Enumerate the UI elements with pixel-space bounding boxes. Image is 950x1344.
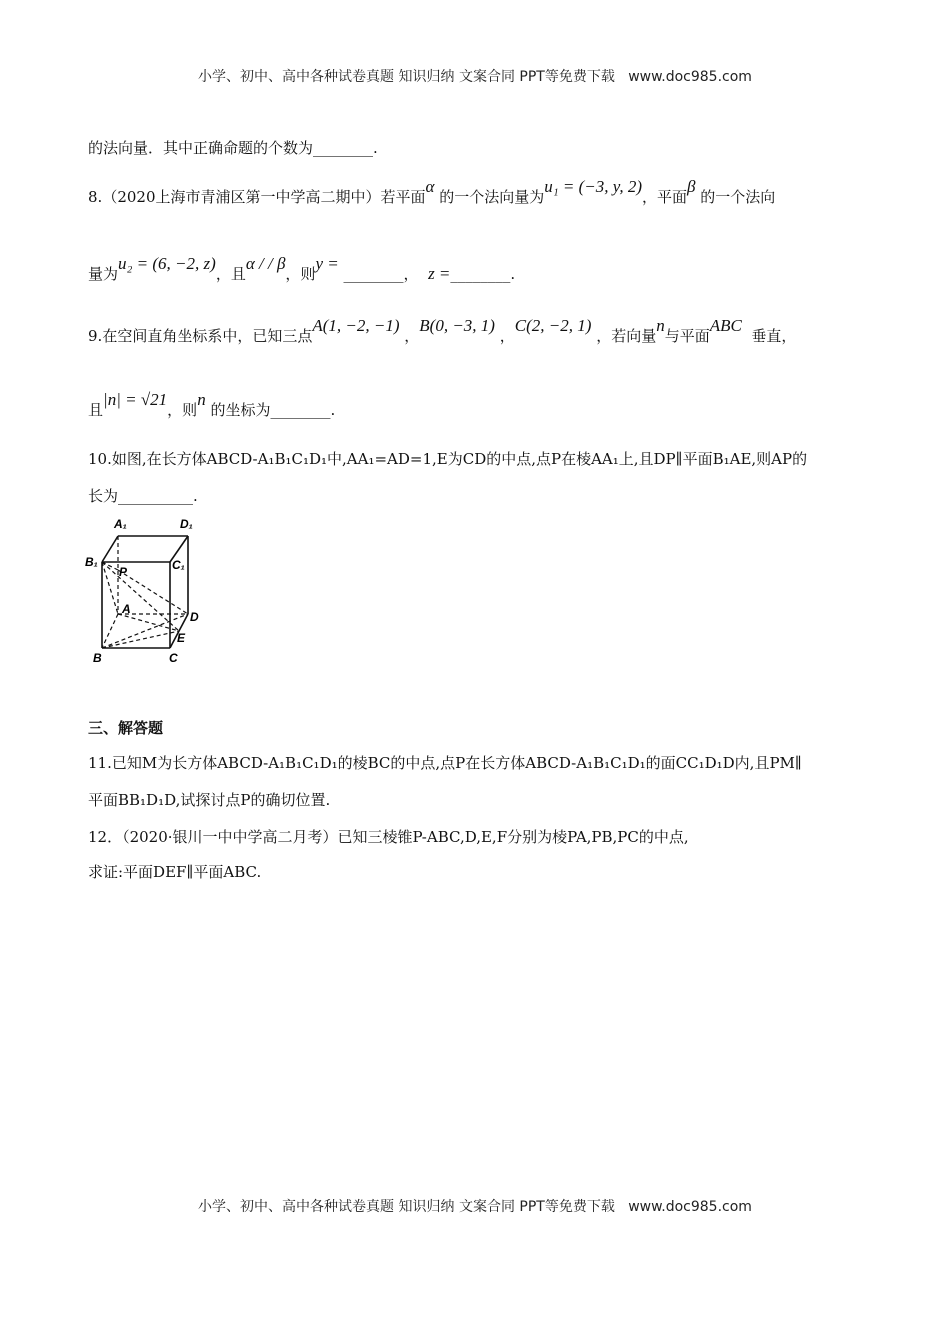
header-text: 小学、初中、高中各种试卷真题 知识归纳 文案合同 PPT等免费下载 [198,69,615,85]
section-3-heading [88,718,163,738]
q8-y-eq: y = [315,254,339,273]
q9-text2: ，若向量 [596,327,657,345]
q9-point-a: A(1, −2, −1) [312,316,400,335]
question-9-line2 [88,390,336,420]
q9-l2a: 且 [88,401,104,419]
q9-vector-n2: n [197,390,206,409]
label-b: B [93,651,102,665]
label-a1: A₁ [114,517,127,531]
page-footer [0,1196,950,1216]
page-header [0,66,950,86]
q8-blank1: ________， [343,265,419,283]
q8-beta: β [687,177,696,196]
question-8-line1 [88,177,776,207]
footer-site-link[interactable]: www.doc985.com [628,1199,752,1215]
seg-b1-a [102,562,118,614]
q7-tail [88,138,378,158]
q9-vector-n: n [656,316,665,335]
q9-point-c: C(2, −2, 1) [514,316,592,335]
q8-l2b: ，且 [215,265,246,283]
footer-text: 小学、初中、高中各种试卷真题 知识归纳 文案合同 PPT等免费下载 [198,1199,615,1215]
q8-alpha: α [425,177,435,196]
q12-line1: 12．（2020·银川一中中学高二月考）已知三棱锥P-ABC,D,E,F分别为棱PA,PB,PC的中点, [88,828,689,846]
q9-text1: 在空间直角坐标系中，已知三点 [102,327,313,345]
q9-point-b: B(0, −3, 1) [419,316,495,335]
question-8-line2 [88,254,516,284]
question-9-line1 [88,316,797,346]
seg-b-e [102,631,179,648]
q7-tail-text: 的法向量．其中正确命题的个数为________. [88,139,378,157]
q8-text2: ，平面 [642,188,688,206]
label-c1: C₁ [172,558,185,572]
label-c: C [169,651,178,665]
q10-line1: 10.如图,在长方体ABCD-A₁B₁C₁D₁中,AA₁=AD=1,E为CD的中点,点P在棱AA₁上,且DP∥平面B₁AE,则AP的 [88,450,808,468]
label-d: D [190,610,199,624]
q8-l2a: 量为 [88,265,119,283]
q9-plane-abc: ABC [709,316,742,335]
label-p: P [119,565,128,579]
question-12-line2 [88,862,261,882]
question-10-line2 [88,486,198,506]
q11-line1: 11.已知M为长方体ABCD-A₁B₁C₁D₁的棱BC的中点,点P在长方体ABCD-A₁B₁C₁D₁的面CC₁D₁D内,且PM∥ [88,754,802,772]
q9-norm: |n| = √21 [103,390,168,409]
q9-l2c: 的坐标为________. [210,401,336,419]
q9-text4: 垂直， [751,327,797,345]
section-3-text: 三、解答题 [88,719,164,737]
q8-text1: 的一个法向量为 [439,188,545,206]
header-site-link[interactable]: www.doc985.com [628,69,752,85]
label-b1: B₁ [85,555,98,569]
q9-comma1: ， [404,327,420,345]
label-e: E [177,631,186,645]
question-12-line1 [88,827,689,847]
q12-line2: 求证:平面DEF∥平面ABC. [88,863,262,881]
q8-source: （2020上海市青浦区第一中学高二期中）若平面 [102,188,426,206]
seg-b-d [102,614,188,648]
q8-parallel: α / / β [245,254,286,273]
q9-comma2: ， [499,327,515,345]
q8-l2c: ，则 [285,265,316,283]
cuboid-figure [84,514,214,666]
q10-line2: 长为__________. [88,487,198,505]
q8-number: 8. [88,188,103,206]
question-10-line1 [88,449,807,469]
q9-text3: 与平面 [664,327,710,345]
question-11-line1 [88,753,802,773]
q9-l2b: ，则 [167,401,198,419]
q8-u1: u₁ = (−3, y, 2) [544,177,643,196]
question-11-line2 [88,790,330,810]
q11-line2: 平面BB₁D₁D,试探讨点P的确切位置. [88,791,331,809]
q8-text3: 的一个法向 [700,188,776,206]
q8-z-eq: z = [428,264,451,283]
edge-b1-a1 [102,536,118,562]
q8-u2: u₂ = (6, −2, z) [118,254,216,273]
label-a: A [122,602,131,616]
q9-number: 9. [88,327,103,345]
q8-blank2: ________. [450,265,516,283]
label-d1: D₁ [180,517,193,531]
